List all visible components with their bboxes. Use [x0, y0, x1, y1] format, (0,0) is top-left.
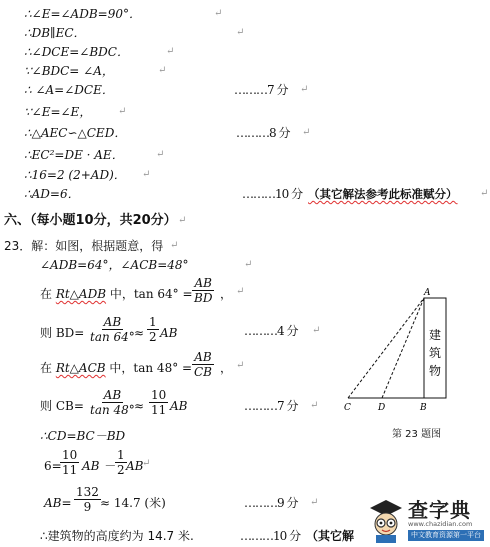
paragraph-mark-icon: ↵ — [302, 127, 311, 138]
rt-mid: 中，tan 64° = — [106, 287, 193, 301]
comma: ， — [220, 287, 233, 301]
paragraph-mark-icon: ↵ — [118, 106, 127, 117]
chazidian-logo — [366, 492, 490, 547]
ab-eq-prefix: AB= — [44, 496, 72, 510]
cb-prefix: 则 CB= — [40, 399, 84, 413]
ab-suffix: AB — [126, 459, 144, 473]
frac-num: 1 — [149, 315, 157, 329]
paragraph-mark-icon: ↵ — [166, 46, 175, 57]
building-char: 物 — [429, 364, 442, 378]
paragraph-mark-icon: ↵ — [300, 84, 309, 95]
frac-num: AB — [103, 388, 122, 402]
frac-den: 2 — [117, 463, 125, 477]
paragraph-mark-icon: ↵ — [310, 497, 319, 508]
proof-text: ∴ ∠A=∠DCE． — [24, 83, 114, 97]
section-title: 六、（每小题10分，共20分） — [4, 213, 177, 228]
logo-url: www.chazidian.com — [408, 520, 473, 528]
frac-num: AB — [194, 350, 212, 364]
building-char: 筑 — [429, 346, 442, 360]
fraction-ab-cb — [190, 350, 216, 379]
label-b: B — [420, 403, 427, 413]
proof-text: ∴AD=6． — [24, 187, 80, 201]
frac-den: 11 — [62, 463, 78, 477]
proof-text: ∴∠DCE=∠BDC． — [24, 45, 129, 59]
proof-text: ∴△AEC∽△CED． — [24, 126, 127, 140]
paragraph-mark-icon: ↵ — [142, 458, 151, 469]
frac-den: 11 — [151, 403, 167, 417]
conclusion-text: ∴建筑物的高度约为 14.7 米. — [40, 529, 194, 543]
points-text: ………7 分 — [234, 83, 288, 97]
frac-num: 10 — [151, 388, 167, 402]
minus-text: AB － — [82, 459, 116, 473]
result-text: ≈ 14.7 (米) — [100, 496, 166, 510]
paragraph-mark-icon: ↵ — [312, 325, 321, 336]
points-label — [244, 398, 297, 414]
points-text: ………8 分 — [236, 126, 290, 140]
approx-sign: ≈ — [134, 326, 145, 340]
fraction-ab-tan64 — [86, 315, 139, 344]
fraction-ab-bd — [190, 276, 216, 305]
building-figure — [340, 286, 450, 416]
proof-text: ∴16=2 (2+AD)． — [24, 168, 126, 182]
paragraph-mark-icon: ↵ — [480, 188, 489, 199]
label-a: A — [424, 288, 431, 298]
six-eq: 6= — [44, 459, 62, 473]
fraction-10-11 — [58, 448, 81, 477]
frac-den: tan 64° — [90, 330, 135, 344]
mascot-icon — [366, 494, 406, 544]
paragraph-mark-icon: ↵ — [158, 65, 167, 76]
figure-caption: 第 23 题图 — [392, 429, 442, 440]
paragraph-mark-icon: ↵ — [244, 259, 253, 270]
ab-suffix: AB — [160, 326, 178, 340]
fraction-ab-tan48 — [86, 388, 139, 417]
points-label — [234, 82, 287, 98]
proof-text: ∴DB∥EC． — [24, 26, 86, 40]
sight-line-d — [382, 298, 424, 398]
paragraph-mark-icon: ↵ — [310, 400, 319, 411]
points-label — [244, 495, 297, 511]
rt-prefix: 在 — [40, 287, 56, 301]
rt-prefix: 在 — [40, 361, 56, 375]
paragraph-mark-icon: ↵ — [236, 27, 245, 38]
points-label — [242, 186, 302, 202]
frac-den: CB — [194, 365, 212, 379]
building-char: 建 — [429, 328, 442, 342]
angles-text: ∠ADB=64°，∠ACB=48° — [40, 258, 189, 272]
points-text: ………4 分 — [244, 324, 298, 338]
frac-num: 1 — [117, 448, 125, 462]
points-label — [236, 125, 289, 141]
frac-den: tan 48° — [90, 403, 135, 417]
points-text: ………10 分 — [240, 529, 301, 543]
scoring-note: （其它解法参考此标准赋分） — [308, 187, 458, 201]
q23-intro-text: 23．解：如图，根据题意，得 — [4, 239, 164, 253]
paragraph-mark-icon: ↵ — [214, 8, 223, 19]
sight-line-c — [348, 298, 424, 398]
label-c: C — [344, 403, 351, 413]
approx-sign: ≈ — [134, 399, 145, 413]
frac-num: AB — [103, 315, 122, 329]
rt-triangle: Rt△ACB — [55, 361, 106, 375]
frac-den: 2 — [149, 330, 157, 344]
rt-mid: 中，tan 48° = — [105, 361, 193, 375]
proof-text: ∴EC²=DE · AE． — [24, 148, 124, 162]
bd-prefix: 则 BD= — [40, 326, 85, 340]
proof-text: ∵∠E=∠E， — [24, 105, 92, 119]
paragraph-mark-icon: ↵ — [170, 240, 179, 251]
fraction-132-9 — [72, 485, 103, 514]
tan64-equation — [40, 286, 193, 302]
comma: ， — [220, 361, 233, 375]
frac-num: AB — [194, 276, 212, 290]
paragraph-mark-icon: ↵ — [142, 169, 151, 180]
cd-text: ∴CD=BC－BD — [40, 429, 126, 443]
points-label — [244, 323, 297, 339]
points-text: ………7 分 — [244, 399, 298, 413]
paragraph-mark-icon: ↵ — [178, 215, 187, 226]
frac-den: 9 — [83, 500, 92, 514]
fraction-10-11 — [147, 388, 170, 417]
fraction-half — [145, 315, 161, 344]
scoring-note: （其它解 — [306, 529, 355, 543]
rt-triangle: Rt△ADB — [55, 287, 107, 301]
frac-den: BD — [194, 291, 213, 305]
logo-title: 查字典 — [408, 498, 471, 522]
paragraph-mark-icon: ↵ — [156, 149, 165, 160]
frac-num: 132 — [76, 485, 99, 499]
points-label — [240, 528, 300, 544]
paragraph-mark-icon: ↵ — [236, 360, 245, 371]
label-d: D — [378, 403, 386, 413]
logo-slogan: 中文教育资源第一平台 — [408, 530, 484, 541]
points-text: ………9 分 — [244, 496, 298, 510]
points-text: ………10 分 — [242, 187, 303, 201]
ab-suffix: AB — [170, 399, 188, 413]
proof-text: ∴∠E=∠ADB=90°． — [24, 7, 141, 21]
frac-num: 10 — [62, 448, 78, 462]
proof-text: ∵∠BDC= ∠A， — [24, 64, 114, 78]
paragraph-mark-icon: ↵ — [236, 286, 245, 297]
tan48-equation — [40, 360, 192, 376]
